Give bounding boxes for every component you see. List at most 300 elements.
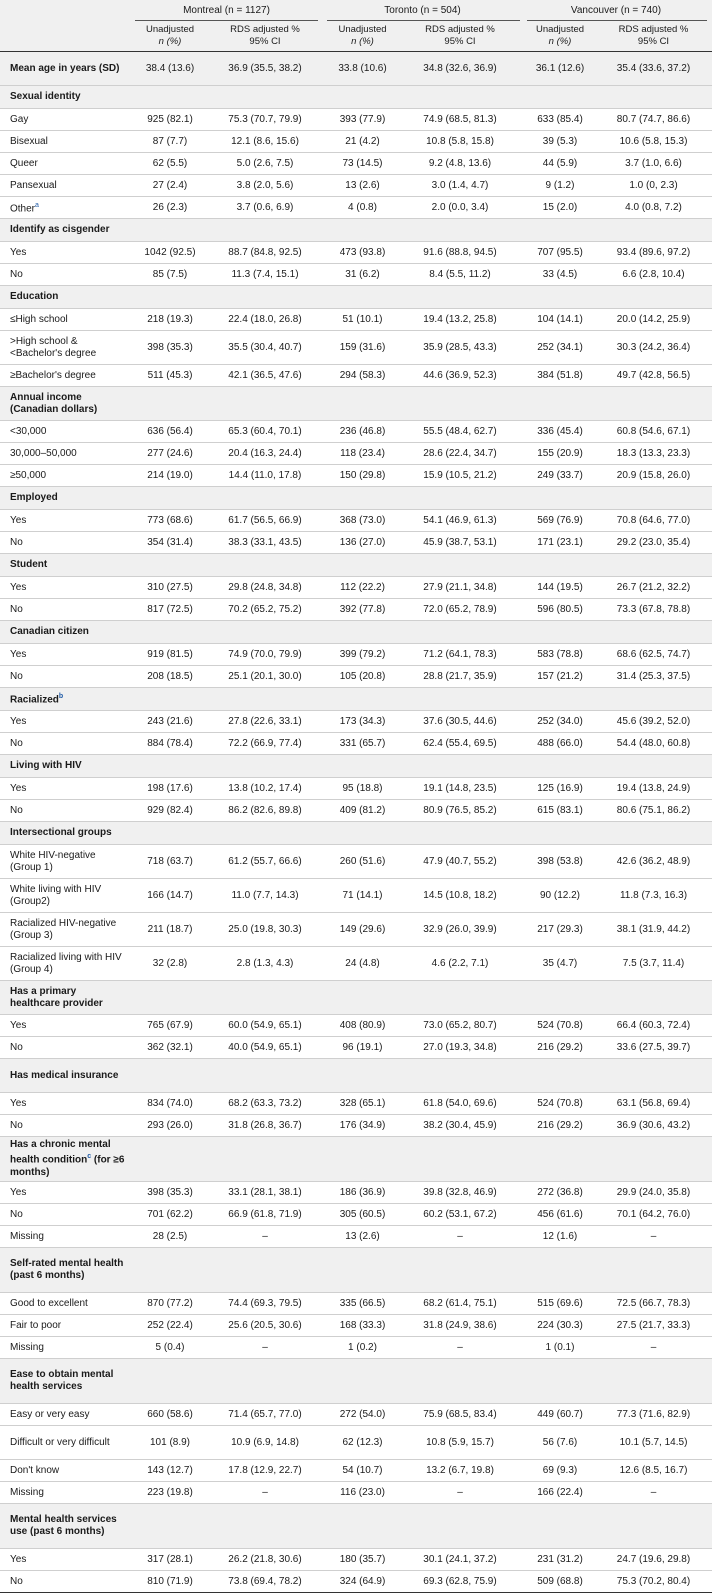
- header-rule: [135, 20, 318, 21]
- section-label: [10, 1070, 128, 1082]
- adjusted-cell: 38.1 (31.9, 44.2): [616, 923, 691, 935]
- row-label: [10, 1120, 128, 1132]
- unadjusted-cell: 310 (27.5): [147, 581, 193, 593]
- row-label: [10, 952, 128, 976]
- label-text: Yes: [10, 1019, 27, 1031]
- unadjusted-cell: 4 (0.8): [348, 201, 377, 213]
- section-label: [10, 91, 128, 103]
- unadjusted-cell: 216 (29.2): [537, 1119, 583, 1131]
- adjusted-cell: 35.4 (33.6, 37.2): [616, 62, 691, 74]
- table-row: [0, 365, 712, 387]
- adjusted-cell: 72.5 (66.7, 78.3): [616, 1297, 691, 1309]
- unadjusted-cell: 96 (19.1): [342, 1041, 383, 1053]
- unadjusted-cell: 33 (4.5): [542, 268, 578, 280]
- label-text-cont: (for ≥6 months): [10, 1154, 125, 1178]
- unadjusted-cell: 773 (68.6): [147, 514, 193, 526]
- table-row: [0, 175, 712, 197]
- adjusted-cell: 36.9 (30.6, 43.2): [616, 1119, 691, 1131]
- adjusted-cell: 75.9 (68.5, 83.4): [423, 1408, 497, 1420]
- unadjusted-cell: 456 (61.6): [537, 1208, 583, 1220]
- unadjusted-cell: 116 (23.0): [340, 1486, 385, 1498]
- unadjusted-cell: 31 (6.2): [345, 268, 380, 280]
- adjusted-cell: –: [262, 1230, 268, 1242]
- unadjusted-cell: 524 (70.8): [537, 1019, 583, 1031]
- unadjusted-cell: 393 (77.9): [339, 113, 386, 125]
- adjusted-cell: –: [650, 1341, 657, 1353]
- unadjusted-cell: 166 (14.7): [147, 889, 193, 901]
- unadjusted-cell: 112 (22.2): [340, 581, 385, 593]
- adjusted-cell: 86.2 (82.6, 89.8): [228, 804, 302, 816]
- label-text: 30,000–50,000: [10, 447, 77, 459]
- row-label: [10, 1437, 128, 1449]
- label-text: Yes: [10, 782, 27, 794]
- adjusted-cell: 74.9 (68.5, 81.3): [423, 113, 497, 125]
- adjusted-cell: 35.9 (28.5, 43.3): [423, 341, 497, 353]
- adjusted-cell: 19.4 (13.2, 25.8): [423, 313, 497, 325]
- adjusted-cell: –: [262, 1341, 268, 1353]
- adjusted-cell: 63.1 (56.8, 69.4): [616, 1097, 691, 1109]
- unadjusted-cell: 224 (30.3): [537, 1319, 583, 1331]
- label-text: Racialized living with HIV (Group 4): [10, 951, 122, 975]
- unadjusted-cell: 707 (95.5): [537, 246, 583, 258]
- footnote-marker: c: [87, 1153, 92, 1161]
- table-row: [0, 845, 712, 879]
- adjusted-cell: 30.1 (24.1, 37.2): [423, 1553, 497, 1565]
- adjusted-cell: –: [650, 1486, 657, 1498]
- label-text: Yes: [10, 246, 27, 258]
- section-label: [10, 626, 128, 638]
- section-label: [10, 827, 128, 839]
- adjusted-cell: 10.1 (5.7, 14.5): [619, 1436, 688, 1448]
- label-text: No: [10, 536, 23, 548]
- adjusted-cell: 27.5 (21.7, 33.3): [616, 1319, 691, 1331]
- adjusted-cell: 80.7 (74.7, 86.6): [616, 113, 691, 125]
- table-row: [0, 1093, 712, 1115]
- unadjusted-cell: 32 (2.8): [152, 957, 188, 969]
- section-label: [10, 291, 128, 303]
- unadjusted-cell: 90 (12.2): [539, 889, 581, 901]
- adjusted-cell: 31.8 (24.9, 38.6): [423, 1319, 497, 1331]
- label-text: No: [10, 1119, 23, 1131]
- label-text: Yes: [10, 1097, 27, 1109]
- unadjusted-cell: 331 (65.7): [339, 737, 386, 749]
- adjusted-cell: –: [262, 1486, 268, 1498]
- label-text: Employed: [10, 492, 58, 503]
- adjusted-cell: 69.3 (62.8, 75.9): [423, 1575, 497, 1587]
- adjusted-cell: 2.0 (0.0, 3.4): [431, 201, 489, 213]
- adjusted-cell: 54.4 (48.0, 60.8): [616, 737, 691, 749]
- unadjusted-cell: 354 (31.4): [147, 536, 193, 548]
- adjusted-cell: 74.9 (70.0, 79.9): [228, 648, 302, 660]
- label-text: Yes: [10, 1553, 27, 1565]
- unadjusted-cell: 21 (4.2): [345, 135, 380, 147]
- row-label: [10, 180, 128, 192]
- adjusted-cell: 32.9 (26.0, 39.9): [423, 923, 497, 935]
- unadjusted-cell: 159 (31.6): [339, 341, 386, 353]
- table-row: [0, 532, 712, 554]
- header-unadjusted-line1: Unadjusted: [338, 24, 387, 35]
- label-text: ≥Bachelor's degree: [10, 369, 96, 381]
- adjusted-cell: 20.0 (14.2, 25.9): [616, 313, 691, 325]
- row-label: [10, 918, 128, 942]
- table-row: [0, 666, 712, 688]
- unadjusted-cell: 101 (8.9): [149, 1436, 191, 1448]
- unadjusted-cell: 5 (0.4): [155, 1341, 185, 1353]
- header-unadjusted-line2: n (%): [351, 36, 374, 47]
- adjusted-cell: 1.0 (0, 2.3): [629, 179, 678, 191]
- table-row: [0, 1115, 712, 1137]
- adjusted-cell: 38.3 (33.1, 43.5): [228, 536, 302, 548]
- adjusted-cell: 14.5 (10.8, 18.2): [423, 889, 497, 901]
- adjusted-cell: 54.1 (46.9, 61.3): [423, 514, 497, 526]
- unadjusted-cell: 408 (80.9): [339, 1019, 386, 1031]
- label-text: Racialized HIV-negative (Group 3): [10, 917, 117, 941]
- unadjusted-cell: 143 (12.7): [147, 1464, 193, 1476]
- row-label: [10, 1209, 128, 1221]
- unadjusted-cell: 524 (70.8): [537, 1097, 583, 1109]
- section-label: [10, 1514, 128, 1538]
- unadjusted-cell: 85 (7.5): [152, 268, 188, 280]
- row-label: [10, 716, 128, 728]
- header-unadjusted: [130, 24, 210, 48]
- adjusted-cell: 45.9 (38.7, 53.1): [423, 536, 497, 548]
- section-row: [0, 1504, 712, 1549]
- adjusted-cell: 13.2 (6.7, 19.8): [426, 1464, 494, 1476]
- adjusted-cell: 15.9 (10.5, 21.2): [423, 469, 497, 481]
- adjusted-cell: 35.5 (30.4, 40.7): [228, 341, 302, 353]
- header-rule: [327, 20, 520, 21]
- adjusted-cell: 73.0 (65.2, 80.7): [423, 1019, 497, 1031]
- label-text: Queer: [10, 157, 38, 169]
- adjusted-cell: 60.8 (54.6, 67.1): [616, 425, 691, 437]
- footnote-marker: a: [35, 201, 39, 209]
- unadjusted-cell: 336 (45.4): [537, 425, 583, 437]
- header-adjusted: [400, 24, 520, 48]
- row-label: [10, 1554, 128, 1566]
- unadjusted-cell: 144 (19.5): [537, 581, 583, 593]
- table-row: [0, 510, 712, 532]
- unadjusted-cell: 13 (2.6): [345, 1230, 380, 1242]
- unadjusted-cell: 38.4 (13.6): [145, 62, 195, 74]
- adjusted-cell: 14.4 (11.0, 17.8): [228, 469, 302, 481]
- adjusted-cell: 61.7 (56.5, 66.9): [228, 514, 302, 526]
- unadjusted-cell: 488 (66.0): [537, 737, 583, 749]
- adjusted-cell: 11.0 (7.7, 14.3): [231, 889, 299, 901]
- table-row: [0, 331, 712, 365]
- unadjusted-cell: 198 (17.6): [147, 782, 193, 794]
- adjusted-cell: 61.2 (55.7, 66.6): [228, 855, 302, 867]
- unadjusted-cell: 71 (14.1): [342, 889, 383, 901]
- adjusted-cell: 73.8 (69.4, 78.2): [228, 1575, 302, 1587]
- adjusted-cell: 7.5 (3.7, 11.4): [622, 957, 685, 969]
- unadjusted-cell: 249 (33.7): [537, 469, 583, 481]
- adjusted-cell: 9.2 (4.8, 13.6): [428, 157, 492, 169]
- label-text: Has a primary healthcare provider: [10, 985, 103, 1009]
- table-header: [0, 0, 712, 52]
- unadjusted-cell: 211 (18.7): [147, 923, 193, 935]
- table-row: [0, 800, 712, 822]
- label-text: Canadian citizen: [10, 626, 89, 637]
- header-vancouver: Vancouver (n = 740): [570, 5, 662, 16]
- label-text: Ease to obtain mental health services: [10, 1369, 114, 1392]
- label-text: Good to excellent: [10, 1297, 88, 1309]
- section-label: [10, 224, 128, 236]
- unadjusted-cell: 157 (21.2): [537, 670, 583, 682]
- label-text: Education: [10, 291, 59, 302]
- unadjusted-cell: 765 (67.9): [147, 1019, 193, 1031]
- unadjusted-cell: 36.1 (12.6): [535, 62, 585, 74]
- section-row: [0, 52, 712, 86]
- unadjusted-cell: 39 (5.3): [542, 135, 578, 147]
- section-label: [10, 1258, 128, 1282]
- unadjusted-cell: 104 (14.1): [537, 313, 583, 325]
- unadjusted-cell: 870 (77.2): [147, 1297, 193, 1309]
- adjusted-cell: 25.6 (20.5, 30.6): [228, 1319, 302, 1331]
- adjusted-cell: 68.6 (62.5, 74.7): [616, 648, 691, 660]
- adjusted-cell: 28.8 (21.7, 35.9): [423, 670, 497, 682]
- table-row: [0, 1549, 712, 1571]
- adjusted-cell: 19.4 (13.8, 24.9): [616, 782, 691, 794]
- label-text: Bisexual: [10, 135, 48, 147]
- unadjusted-cell: 515 (69.6): [537, 1297, 583, 1309]
- row-label: [10, 269, 128, 281]
- header-unadjusted: [525, 24, 595, 48]
- table-row: [0, 109, 712, 131]
- unadjusted-cell: 392 (77.8): [339, 603, 386, 615]
- row-label: [10, 649, 128, 661]
- unadjusted-cell: 176 (34.9): [339, 1119, 386, 1131]
- adjusted-cell: 68.2 (63.3, 73.2): [228, 1097, 302, 1109]
- unadjusted-cell: 216 (29.2): [537, 1041, 583, 1053]
- unadjusted-cell: 817 (72.5): [147, 603, 193, 615]
- row-label: [10, 805, 128, 817]
- unadjusted-cell: 368 (73.0): [339, 514, 386, 526]
- unadjusted-cell: 217 (29.3): [537, 923, 583, 935]
- adjusted-cell: 24.7 (19.6, 29.8): [616, 1553, 691, 1565]
- row-label: [10, 1231, 128, 1243]
- table-row: [0, 1037, 712, 1059]
- label-text: No: [10, 268, 23, 280]
- table-row: [0, 644, 712, 666]
- label-text: ≤High school: [10, 313, 68, 325]
- unadjusted-cell: 105 (20.8): [339, 670, 386, 682]
- label-text: Identify as cisgender: [10, 224, 110, 235]
- section-row: [0, 981, 712, 1015]
- adjusted-cell: 31.4 (25.3, 37.5): [616, 670, 691, 682]
- table-row: [0, 242, 712, 264]
- adjusted-cell: 26.7 (21.2, 32.2): [616, 581, 691, 593]
- unadjusted-cell: 243 (21.6): [147, 715, 193, 727]
- unadjusted-cell: 166 (22.4): [537, 1486, 583, 1498]
- adjusted-cell: 74.4 (69.3, 79.5): [228, 1297, 302, 1309]
- section-label: [10, 760, 128, 772]
- unadjusted-cell: 208 (18.5): [147, 670, 193, 682]
- header-adjusted-line2: 95% CI: [637, 36, 670, 47]
- row-label: [10, 200, 128, 215]
- section-row: [0, 822, 712, 845]
- adjusted-cell: 31.8 (26.8, 36.7): [228, 1119, 302, 1131]
- label-text: Easy or very easy: [10, 1408, 90, 1420]
- unadjusted-cell: 15 (2.0): [542, 201, 578, 213]
- adjusted-cell: 4.0 (0.8, 7.2): [625, 201, 682, 213]
- unadjusted-cell: 214 (19.0): [147, 469, 193, 481]
- adjusted-cell: 38.2 (30.4, 45.9): [423, 1119, 497, 1131]
- unadjusted-cell: 186 (36.9): [339, 1186, 386, 1198]
- adjusted-cell: 80.6 (75.1, 86.2): [616, 804, 691, 816]
- unadjusted-cell: 54 (10.7): [342, 1464, 383, 1476]
- row-label: [10, 1098, 128, 1110]
- label-text: Yes: [10, 648, 27, 660]
- label-text: Intersectional groups: [10, 827, 112, 838]
- unadjusted-cell: 633 (85.4): [537, 113, 583, 125]
- label-text: Yes: [10, 581, 27, 593]
- header-unadjusted-line2: n (%): [158, 36, 182, 47]
- header-unadjusted-line1: Unadjusted: [145, 24, 195, 35]
- row-label: [10, 336, 128, 360]
- adjusted-cell: 77.3 (71.6, 82.9): [616, 1408, 691, 1420]
- adjusted-cell: 40.0 (54.9, 65.1): [228, 1041, 302, 1053]
- label-text: Missing: [10, 1486, 44, 1498]
- label-text: Don't know: [10, 1464, 60, 1476]
- label-text: Mental health services use (past 6 months): [10, 1514, 117, 1537]
- adjusted-cell: 10.8 (5.8, 15.8): [426, 135, 494, 147]
- row-label: [10, 470, 128, 482]
- unadjusted-cell: 95 (18.8): [342, 782, 383, 794]
- unadjusted-cell: 231 (31.2): [537, 1553, 583, 1565]
- row-label: [10, 158, 128, 170]
- unadjusted-cell: 27 (2.4): [152, 179, 188, 191]
- unadjusted-cell: 1 (0.1): [545, 1341, 575, 1353]
- adjusted-cell: 29.9 (24.0, 35.8): [616, 1186, 691, 1198]
- section-row: [0, 219, 712, 242]
- label-text: Pansexual: [10, 179, 57, 191]
- label-text: Missing: [10, 1341, 44, 1353]
- row-label: [10, 1298, 128, 1310]
- unadjusted-cell: 13 (2.6): [345, 179, 380, 191]
- label-text: Yes: [10, 1186, 27, 1198]
- section-row: [0, 487, 712, 510]
- adjusted-cell: 11.8 (7.3, 16.3): [619, 889, 688, 901]
- table-row: [0, 153, 712, 175]
- unadjusted-cell: 810 (71.9): [147, 1575, 193, 1587]
- section-row: [0, 1137, 712, 1182]
- label-text: No: [10, 1208, 23, 1220]
- unadjusted-cell: 293 (26.0): [147, 1119, 193, 1131]
- unadjusted-cell: 277 (24.6): [147, 447, 193, 459]
- unadjusted-cell: 335 (66.5): [339, 1297, 386, 1309]
- adjusted-cell: 72.0 (65.2, 78.9): [423, 603, 497, 615]
- label-text: Has a chronic mental health condition: [10, 1139, 111, 1166]
- row-label: [10, 136, 128, 148]
- unadjusted-cell: 701 (62.2): [147, 1208, 193, 1220]
- label-text: <30,000: [10, 425, 47, 437]
- header-unadjusted-line1: Unadjusted: [535, 24, 585, 35]
- label-text: No: [10, 603, 23, 615]
- section-row: [0, 286, 712, 309]
- unadjusted-cell: 929 (82.4): [147, 804, 193, 816]
- row-label: [10, 1187, 128, 1199]
- unadjusted-cell: 149 (29.6): [339, 923, 386, 935]
- unadjusted-cell: 252 (34.1): [537, 341, 583, 353]
- adjusted-cell: 33.1 (28.1, 38.1): [228, 1186, 302, 1198]
- header-adjusted-line2: 95% CI: [444, 36, 476, 47]
- header-adjusted-line1: RDS adjusted %: [618, 24, 689, 35]
- row-label: [10, 1576, 128, 1588]
- row-label: [10, 1320, 128, 1332]
- table-row: [0, 1460, 712, 1482]
- adjusted-cell: 10.9 (6.9, 14.8): [231, 1436, 299, 1448]
- adjusted-cell: 19.1 (14.8, 23.5): [423, 782, 497, 794]
- row-label: [10, 426, 128, 438]
- table-row: [0, 1337, 712, 1359]
- adjusted-cell: 33.6 (27.5, 39.7): [616, 1041, 691, 1053]
- adjusted-cell: 2.8 (1.3, 4.3): [236, 957, 294, 969]
- table-row: [0, 1315, 712, 1337]
- label-text: Racialized: [10, 694, 59, 706]
- unadjusted-cell: 449 (60.7): [537, 1408, 583, 1420]
- header-unadjusted-line2: n (%): [548, 36, 572, 47]
- adjusted-cell: 62.4 (55.4, 69.5): [423, 737, 497, 749]
- adjusted-cell: 71.2 (64.1, 78.3): [423, 648, 497, 660]
- unadjusted-cell: 252 (34.0): [537, 715, 583, 727]
- header-adjusted: [595, 24, 712, 48]
- label-text: No: [10, 804, 23, 816]
- section-label: [10, 986, 128, 1010]
- unadjusted-cell: 155 (20.9): [537, 447, 583, 459]
- adjusted-cell: 10.6 (5.8, 15.3): [619, 135, 688, 147]
- label-text: Other: [10, 203, 36, 215]
- label-text: Yes: [10, 715, 27, 727]
- adjusted-cell: 12.1 (8.6, 15.6): [231, 135, 299, 147]
- header-adjusted-line2: 95% CI: [249, 36, 281, 47]
- adjusted-cell: 49.7 (42.8, 56.5): [616, 369, 691, 381]
- adjusted-cell: 27.0 (19.3, 34.8): [423, 1041, 497, 1053]
- adjusted-cell: 20.4 (16.3, 24.4): [228, 447, 302, 459]
- label-text: Yes: [10, 514, 27, 526]
- row-label: [10, 850, 128, 874]
- unadjusted-cell: 236 (46.8): [339, 425, 386, 437]
- adjusted-cell: 20.9 (15.8, 26.0): [616, 469, 691, 481]
- label-text: Self-rated mental health (past 6 months): [10, 1258, 124, 1281]
- unadjusted-cell: 87 (7.7): [152, 135, 188, 147]
- adjusted-cell: –: [457, 1230, 463, 1242]
- unadjusted-cell: 615 (83.1): [537, 804, 583, 816]
- label-text: Has medical insurance: [10, 1069, 119, 1081]
- unadjusted-cell: 24 (4.8): [345, 957, 380, 969]
- adjusted-cell: 88.7 (84.8, 92.5): [228, 246, 302, 258]
- adjusted-cell: 39.8 (32.8, 46.9): [423, 1186, 497, 1198]
- unadjusted-cell: 223 (19.8): [147, 1486, 193, 1498]
- adjusted-cell: –: [457, 1341, 463, 1353]
- unadjusted-cell: 324 (64.9): [339, 1575, 386, 1587]
- adjusted-cell: 25.0 (19.8, 30.3): [228, 923, 302, 935]
- unadjusted-cell: 118 (23.4): [340, 447, 385, 459]
- table-body: [0, 52, 712, 1593]
- adjusted-cell: 70.8 (64.6, 77.0): [616, 514, 691, 526]
- adjusted-cell: 37.6 (30.5, 44.6): [423, 715, 497, 727]
- label-text: No: [10, 1041, 23, 1053]
- section-label: [10, 1369, 128, 1393]
- label-text: Mean age in years (SD): [10, 62, 120, 74]
- table-row: [0, 711, 712, 733]
- row-label: [10, 783, 128, 795]
- adjusted-cell: 36.9 (35.5, 38.2): [228, 62, 302, 74]
- label-text: ≥50,000: [10, 469, 47, 481]
- adjusted-cell: 4.6 (2.2, 7.1): [431, 957, 489, 969]
- row-label: [10, 1042, 128, 1054]
- unadjusted-cell: 636 (56.4): [147, 425, 193, 437]
- row-label: [10, 537, 128, 549]
